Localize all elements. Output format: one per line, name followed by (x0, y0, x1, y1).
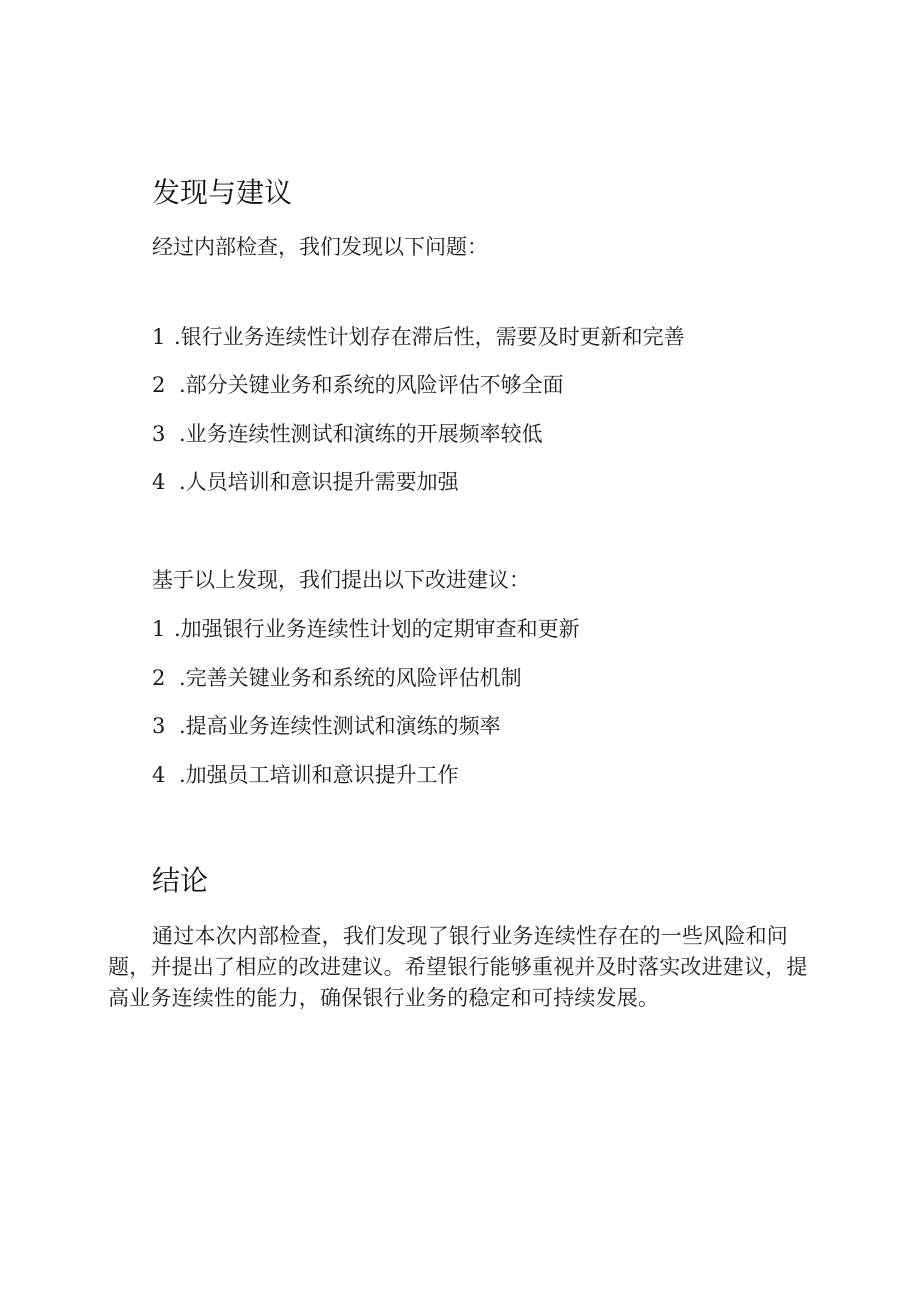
conclusion-heading: 结论 (152, 864, 209, 897)
finding-item-text: .业务连续性测试和演练的开展频率较低 (179, 422, 543, 446)
suggestion-item-number: 3 (152, 714, 166, 738)
suggestions-intro: 基于以上发现，我们提出以下改进建议： (152, 568, 530, 592)
suggestion-item-1 (152, 615, 580, 643)
finding-item-text: .人员培训和意识提升需要加强 (179, 470, 459, 494)
findings-intro: 经过内部检查，我们发现以下问题： (152, 235, 488, 259)
suggestion-item-text: .加强银行业务连续性计划的定期审查和更新 (174, 617, 580, 641)
finding-item-number: 3 (152, 422, 166, 446)
finding-item-number: 4 (152, 470, 166, 494)
suggestion-item-text: .加强员工培训和意识提升工作 (179, 763, 459, 787)
finding-item-1 (152, 323, 685, 351)
finding-item-2 (152, 371, 564, 399)
suggestion-item-3 (152, 712, 501, 740)
findings-heading: 发现与建议 (152, 176, 293, 209)
suggestion-item-number: 1 (152, 617, 166, 641)
suggestion-item-4 (152, 761, 459, 789)
finding-item-number: 1 (152, 325, 166, 349)
suggestion-item-text: .提高业务连续性测试和演练的频率 (179, 714, 501, 738)
finding-item-text: .部分关键业务和系统的风险评估不够全面 (179, 373, 564, 397)
finding-item-4 (152, 468, 459, 496)
suggestion-item-2 (152, 664, 522, 692)
suggestion-item-number: 2 (152, 666, 166, 690)
finding-item-number: 2 (152, 373, 166, 397)
suggestion-item-number: 4 (152, 763, 166, 787)
finding-item-text: .银行业务连续性计划存在滞后性，需要及时更新和完善 (174, 325, 685, 349)
suggestion-item-text: .完善关键业务和系统的风险评估机制 (179, 666, 522, 690)
finding-item-3 (152, 420, 543, 448)
conclusion-paragraph: 通过本次内部检查，我们发现了银行业务连续性存在的一些风险和问题，并提出了相应的改进建议。希望银行能够重视并及时落实改进建议，提高业务连续性的能力，确保银行业务的稳定和可持续发展。 (108, 924, 808, 1010)
